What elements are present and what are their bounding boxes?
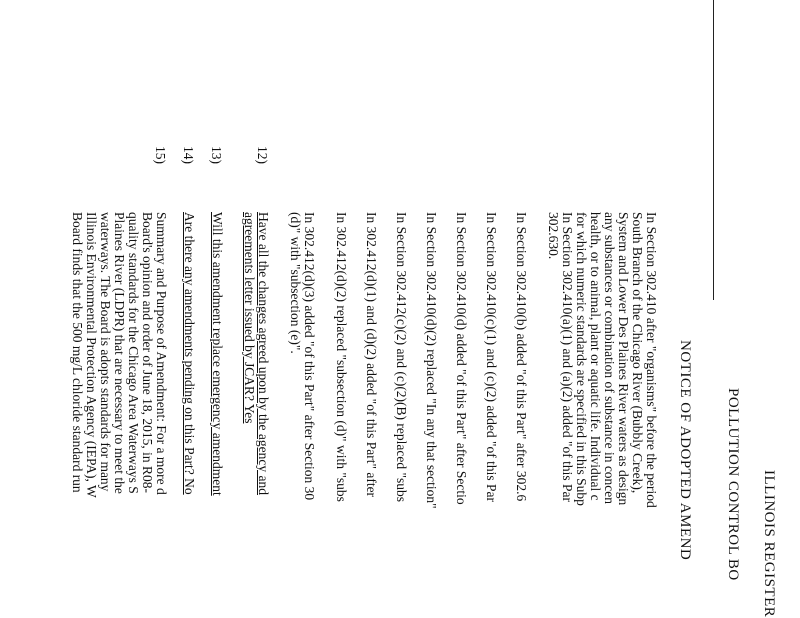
question-text: Will this amendment replace emergency amendment <box>210 212 225 496</box>
question-number: 13) <box>209 146 224 164</box>
body-line: South Branch of the Chicago River (Bubbly Creek), <box>630 212 645 494</box>
header-rule <box>713 0 714 300</box>
summary-line: quality standards for the Chicago Area Waterways S <box>126 212 141 494</box>
edit-line: In 302.412(d)(1) and (d)(2) added "of this Part" after <box>364 212 379 498</box>
summary-line: Board finds that the 500 mg/L chloride standard run <box>70 212 85 493</box>
notice-heading: NOTICE OF ADOPTED AMEND <box>677 340 693 561</box>
question-number: 14) <box>181 146 196 164</box>
question-text: Are there any amendments pending on this Part? No <box>182 212 197 495</box>
edit-line: In Section 302.410(d)(2) replaced "In any that section" <box>424 212 439 509</box>
body-line: In 302.412(d)(3) added "of this Part" after Section 30 <box>302 212 317 501</box>
body-line: In Section 302.410 after "organisms" before the period <box>644 212 659 508</box>
summary-line: Board's opinion and order of June 18, 2015, in R08- <box>140 212 155 494</box>
edit-line: In Section 302.410(d) added "of this Part" after Sectio <box>454 212 469 505</box>
summary-line: Plaines River (LDPR) that are necessary to meet the <box>112 212 127 494</box>
edit-line: In Section 302.412(c)(2) and (c)(2)(B) replaced "subs <box>394 212 409 503</box>
question-text: agreements letter issued by JCAR? Yes <box>242 212 257 424</box>
question-text: Have all the changes agreed upon by the agency and <box>256 212 271 496</box>
body-line: In Section 302.410(a)(1) and (a)(2) added "of this Par <box>560 212 575 503</box>
register-title: ILLINOIS REGISTER <box>761 470 777 618</box>
question-number: 15) <box>153 146 168 164</box>
edit-line: In Section 302.410(b) added "of this Part" after 302.6 <box>514 212 529 502</box>
summary-line: Summary and Purpose of Amendment: For a more d <box>154 212 169 495</box>
body-line: (d)" with "subsection (e)". <box>288 212 303 354</box>
body-line: health, or to animal, plant or aquatic life. Individual c <box>588 212 603 501</box>
summary-line: waterways. The Board is adopts standards for many <box>98 212 113 492</box>
edit-line: In 302.412(d)(2) replaced "subsection (d)" with "subs <box>334 212 349 502</box>
body-line: 302.630. <box>546 212 561 260</box>
body-line: any substances or combination of substance in concen <box>602 212 617 505</box>
summary-line: Illinois Environmental Protection Agency (IEPA), W <box>84 212 99 498</box>
body-line: for which numeric standards are specified in this Subp <box>574 212 589 506</box>
question-number: 12) <box>255 146 270 164</box>
body-line: System and Lower Des Plaines River waters as design <box>616 212 631 506</box>
board-title: POLLUTION CONTROL BO <box>725 388 741 581</box>
edit-line: In Section 302.410(c)(1) and (c)(2) added "of this Par <box>484 212 499 503</box>
